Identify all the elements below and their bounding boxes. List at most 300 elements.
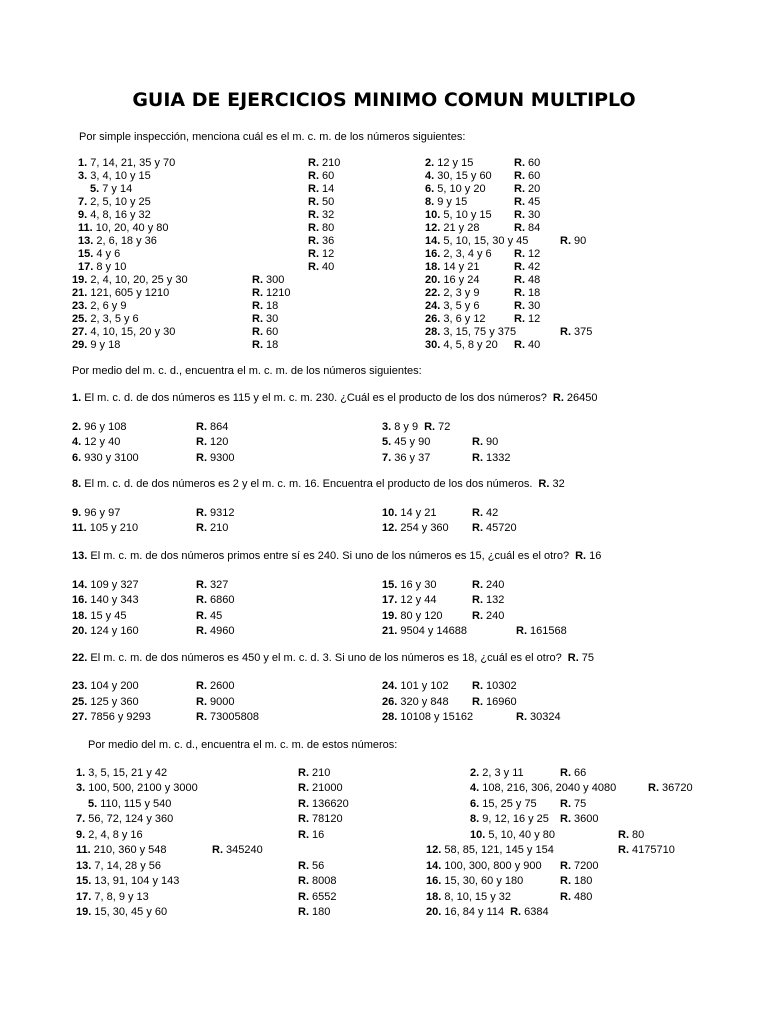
answer-value: 42 (483, 507, 499, 519)
exercise-answer (472, 679, 517, 694)
exercise-text: 16 y 30 (397, 579, 437, 591)
exercise-text: El m. c. m. de dos números primos entre sí es 240. Si uno de los números es 15, ¿cuál es el otro? (87, 550, 570, 562)
answer-value: 12 (525, 313, 541, 325)
exercise-text: 2, 4, 8 y 16 (85, 829, 143, 841)
answer-value: 1332 (483, 452, 511, 464)
answer-value: 60 (263, 326, 279, 338)
answer-value: 60 (525, 157, 541, 169)
answer-value: 864 (207, 421, 229, 433)
answer-value: 1210 (263, 287, 291, 299)
exercise-number: 8. (72, 478, 82, 490)
answer-prefix: R. (472, 436, 483, 448)
exercise-item (0, 812, 768, 827)
answer-prefix: R. (514, 183, 525, 195)
exercise-text: 2, 3 y 11 (479, 767, 524, 779)
answer-prefix: R. (560, 813, 571, 825)
exercise-text: 7, 8, 9 y 13 (91, 891, 149, 903)
exercise-text: 80 y 120 (397, 610, 443, 622)
exercise-question (470, 766, 524, 781)
exercise-answer (538, 478, 564, 490)
exercise-text: 10108 y 15162 (397, 711, 474, 723)
answer-prefix: R. (308, 170, 319, 182)
answer-value: 16960 (483, 696, 517, 708)
answer-value: 10302 (483, 680, 517, 692)
exercise-text: 21 y 28 (440, 222, 480, 234)
answer-value: 30324 (527, 711, 561, 723)
exercise-number: 2. (425, 157, 435, 169)
answer-value: 56 (309, 860, 325, 872)
exercise-text: 9, 12, 16 y 25 (479, 813, 549, 825)
answer-value: 75 (571, 798, 587, 810)
answer-prefix: R. (472, 610, 483, 622)
exercise-question (470, 781, 616, 796)
answer-value: 48 (525, 274, 541, 286)
exercise-question (426, 905, 549, 920)
answer-prefix: R. (196, 579, 207, 591)
answer-value: 7200 (571, 860, 599, 872)
answer-value: 6860 (207, 594, 235, 606)
answer-prefix: R. (196, 680, 207, 692)
exercise-question (382, 435, 430, 450)
exercise-text: 7 y 14 (99, 183, 133, 195)
answer-value: 210 (207, 522, 229, 534)
exercise-text: 58, 85, 121, 145 y 154 (441, 844, 554, 856)
answer-prefix: R. (298, 767, 309, 779)
answer-prefix: R. (648, 782, 659, 794)
answer-prefix: R. (196, 507, 207, 519)
exercise-number: 7. (76, 813, 86, 825)
exercise-text: 10, 20, 40 y 80 (92, 222, 169, 234)
exercise-text: 4, 8, 16 y 32 (87, 209, 151, 221)
exercise-number: 22. (425, 287, 441, 299)
answer-prefix: R. (308, 248, 319, 260)
exercise-text: 121, 605 y 1210 (87, 287, 170, 299)
exercise-number: 29. (72, 339, 88, 351)
answer-prefix: R. (196, 522, 207, 534)
exercise-number: 12. (382, 522, 398, 534)
exercise-question (382, 420, 450, 435)
exercise-number: 20. (72, 625, 88, 637)
exercise-answer (560, 890, 592, 905)
answer-prefix: R. (514, 300, 525, 312)
exercise-answer (472, 593, 504, 608)
answer-prefix: R. (514, 222, 525, 234)
exercise-question (426, 843, 554, 858)
exercise-item (0, 477, 768, 492)
answer-value: 14 (319, 183, 335, 195)
exercise-number: 23. (72, 300, 88, 312)
exercise-answer (560, 812, 599, 827)
exercise-answer (472, 435, 498, 450)
answer-prefix: R. (472, 522, 483, 534)
exercise-text: 2, 5, 10 y 25 (87, 196, 151, 208)
answer-prefix: R. (472, 452, 483, 464)
answer-value: 78120 (309, 813, 343, 825)
exercise-number: 18. (72, 610, 88, 622)
answer-prefix: R. (567, 652, 579, 664)
exercise-number: 18. (426, 891, 442, 903)
exercise-number: 17. (78, 261, 94, 273)
answer-value: 40 (319, 261, 335, 273)
answer-value: 9300 (207, 452, 235, 464)
exercise-answer (560, 859, 599, 874)
answer-prefix: R. (298, 906, 309, 918)
answer-value: 26450 (563, 392, 598, 404)
exercise-item (0, 695, 768, 710)
exercise-text: 140 y 343 (87, 594, 139, 606)
answer-prefix: R. (516, 711, 527, 723)
exercise-answer (472, 451, 511, 466)
exercise-number: 21. (72, 287, 88, 299)
exercise-number: 8. (425, 196, 435, 208)
answer-prefix: R. (298, 860, 309, 872)
answer-value: 60 (525, 170, 541, 182)
answer-value: 36720 (659, 782, 693, 794)
answer-prefix: R. (560, 235, 571, 247)
exercise-answer (424, 421, 450, 433)
exercise-question (382, 593, 436, 608)
exercise-number: 15. (78, 248, 94, 260)
exercise-text: 2, 6, 18 y 36 (93, 235, 157, 247)
answer-prefix: R. (514, 196, 525, 208)
exercise-number: 25. (72, 313, 88, 325)
answer-value: 90 (571, 235, 587, 247)
exercise-number: 9. (72, 507, 82, 519)
exercise-text: 8 y 10 (93, 261, 127, 273)
answer-prefix: R. (424, 421, 436, 433)
answer-prefix: R. (514, 274, 525, 286)
exercise-number: 3. (78, 170, 88, 182)
exercise-text: 56, 72, 124 y 360 (85, 813, 174, 825)
exercise-question (426, 890, 511, 905)
exercise-answer (472, 521, 517, 536)
answer-value: 20 (525, 183, 541, 195)
answer-prefix: R. (196, 452, 207, 464)
answer-prefix: R. (252, 287, 263, 299)
exercise-answer (472, 609, 504, 624)
exercise-text: 96 y 97 (81, 507, 121, 519)
answer-prefix: R. (514, 157, 525, 169)
answer-prefix: R. (196, 711, 207, 723)
exercise-number: 15. (76, 875, 92, 887)
exercise-text: 7, 14, 28 y 56 (91, 860, 162, 872)
exercise-text: 15, 30, 45 y 60 (91, 906, 168, 918)
exercise-text: 2, 6 y 9 (87, 300, 127, 312)
exercise-number: 14. (72, 579, 88, 591)
exercise-text: El m. c. m. de dos números es 450 y el m. c. d. 3. Si uno de los números es 18, ¿cuál es el otro? (87, 652, 562, 664)
answer-value: 42 (525, 261, 541, 273)
exercise-text: 14 y 21 (397, 507, 437, 519)
exercise-question (382, 521, 449, 536)
exercise-question (382, 679, 449, 694)
exercise-question (72, 651, 594, 666)
answer-value: 60 (319, 170, 335, 182)
exercise-number: 6. (72, 452, 82, 464)
exercise-text: El m. c. d. de dos números es 115 y el m. c. m. 230. ¿Cuál es el producto de los dos números? (81, 392, 547, 404)
exercise-number: 20. (425, 274, 441, 286)
exercise-question (72, 549, 601, 564)
answer-prefix: R. (252, 326, 263, 338)
answer-prefix: R. (514, 170, 525, 182)
exercise-answer (568, 652, 594, 664)
exercise-number: 11. (78, 222, 93, 234)
exercise-text: 2, 3 y 9 (440, 287, 480, 299)
exercise-text: 210, 360 y 548 (90, 844, 167, 856)
answer-value: 6552 (309, 891, 337, 903)
exercise-question (382, 578, 436, 593)
answer-prefix: R. (252, 339, 263, 351)
exercise-answer (472, 695, 517, 710)
exercise-number: 19. (72, 274, 88, 286)
exercise-text: 15, 30, 60 y 180 (441, 875, 524, 887)
exercise-item (0, 859, 768, 874)
exercise-text: 15, 25 y 75 (479, 798, 537, 810)
exercise-number: 26. (382, 696, 398, 708)
exercise-number: 1. (72, 392, 82, 404)
exercise-text: 4, 5, 8 y 20 (440, 339, 498, 351)
exercise-number: 10. (470, 829, 486, 841)
answer-prefix: R. (308, 209, 319, 221)
exercise-number: 9. (76, 829, 86, 841)
exercise-number: 2. (72, 421, 82, 433)
answer-value: 327 (207, 579, 229, 591)
answer-value: 161568 (527, 625, 567, 637)
answer-prefix: R. (308, 235, 319, 247)
exercise-number: 3. (76, 782, 86, 794)
exercise-number: 13. (76, 860, 92, 872)
answer-value: 180 (571, 875, 593, 887)
answer-value: 136620 (309, 798, 349, 810)
answer-value: 40 (525, 339, 541, 351)
exercise-item (0, 905, 768, 920)
exercise-text: 2, 3, 4 y 6 (440, 248, 492, 260)
answer-value: 120 (207, 436, 229, 448)
section-instruction: Por simple inspección, menciona cuál es el m. c. m. de los números siguientes: (79, 131, 466, 143)
exercise-number: 22. (72, 652, 88, 664)
exercise-text: 3, 4, 10 y 15 (87, 170, 151, 182)
exercise-item (0, 797, 768, 812)
answer-prefix: R. (514, 313, 525, 325)
exercise-item (0, 874, 768, 889)
answer-value: 12 (319, 248, 335, 260)
exercise-number: 13. (72, 550, 88, 562)
exercise-text: 14 y 21 (440, 261, 480, 273)
exercise-answer (618, 828, 644, 843)
section-instruction: Por medio del m. c. d., encuentra el m. c. m. de los números siguientes: (72, 365, 422, 377)
answer-prefix: R. (514, 261, 525, 273)
exercise-number: 14. (426, 860, 442, 872)
answer-prefix: R. (472, 507, 483, 519)
answer-prefix: R. (252, 300, 263, 312)
exercise-number: 4. (470, 782, 480, 794)
answer-prefix: R. (538, 478, 550, 490)
exercise-text: 16 y 24 (440, 274, 480, 286)
exercise-answer (510, 906, 549, 918)
exercise-number: 6. (470, 798, 480, 810)
exercise-text: 109 y 327 (87, 579, 139, 591)
exercise-question (72, 477, 565, 492)
exercise-item (0, 549, 768, 564)
exercise-text: 30, 15 y 60 (434, 170, 492, 182)
exercise-number: 17. (76, 891, 92, 903)
exercise-number: 14. (425, 235, 441, 247)
answer-value: 132 (483, 594, 505, 606)
exercise-text: 124 y 160 (87, 625, 139, 637)
exercise-number: 24. (382, 680, 398, 692)
exercise-number: 16. (72, 594, 88, 606)
exercise-text: 9504 y 14688 (397, 625, 468, 637)
exercise-text: 320 y 848 (397, 696, 449, 708)
exercise-text: 2, 4, 10, 20, 25 y 30 (87, 274, 188, 286)
exercise-number: 28. (382, 711, 398, 723)
exercise-text: 13, 91, 104 y 143 (91, 875, 180, 887)
exercise-item (0, 651, 768, 666)
answer-value: 210 (309, 767, 331, 779)
exercise-number: 25. (72, 696, 88, 708)
answer-value: 3600 (571, 813, 599, 825)
answer-prefix: R. (196, 696, 207, 708)
answer-prefix: R. (514, 209, 525, 221)
answer-value: 4960 (207, 625, 235, 637)
answer-prefix: R. (510, 906, 522, 918)
answer-value: 240 (483, 610, 505, 622)
answer-value: 4175710 (629, 844, 675, 856)
exercise-answer (553, 392, 598, 404)
exercise-number: 2. (470, 767, 480, 779)
exercise-text: 96 y 108 (81, 421, 127, 433)
exercise-number: 6. (425, 183, 435, 195)
answer-value: 345240 (223, 844, 263, 856)
answer-prefix: R. (560, 767, 571, 779)
answer-value: 18 (263, 339, 279, 351)
exercise-question (382, 695, 449, 710)
answer-prefix: R. (472, 579, 483, 591)
exercise-number: 7. (78, 196, 88, 208)
answer-value: 36 (319, 235, 335, 247)
answer-prefix: R. (298, 782, 309, 794)
exercise-text: 12 y 15 (434, 157, 474, 169)
exercise-number: 27. (72, 711, 88, 723)
exercise-number: 16. (426, 875, 442, 887)
answer-value: 180 (309, 906, 331, 918)
exercise-text: 5, 10, 15, 30 y 45 (440, 235, 529, 247)
exercise-question (470, 812, 549, 827)
exercise-answer (472, 578, 504, 593)
answer-prefix: R. (308, 183, 319, 195)
exercise-number: 19. (382, 610, 398, 622)
answer-prefix: R. (308, 157, 319, 169)
exercise-text: 45 y 90 (391, 436, 431, 448)
exercise-question (425, 338, 498, 353)
exercise-item (0, 781, 768, 796)
exercise-number: 17. (382, 594, 398, 606)
exercise-number: 1. (78, 157, 88, 169)
answer-prefix: R. (298, 798, 309, 810)
answer-prefix: R. (560, 798, 571, 810)
exercise-number: 12. (426, 844, 442, 856)
exercise-number: 3. (382, 421, 392, 433)
exercise-text: 16, 84 y 114 (441, 906, 505, 918)
exercise-question (382, 506, 436, 521)
exercise-number: 11. (72, 522, 87, 534)
answer-value: 50 (319, 196, 335, 208)
answer-prefix: R. (472, 594, 483, 606)
answer-prefix: R. (308, 196, 319, 208)
exercise-text: 9 y 15 (434, 196, 468, 208)
exercise-item (0, 435, 768, 450)
exercise-item (0, 624, 768, 639)
exercise-question (426, 859, 542, 874)
exercise-item (0, 890, 768, 905)
exercise-text: 254 y 360 (397, 522, 449, 534)
exercise-answer (560, 766, 586, 781)
exercise-text: 8, 10, 15 y 32 (441, 891, 512, 903)
exercise-text: 108, 216, 306, 2040 y 4080 (479, 782, 617, 794)
exercise-number: 30. (425, 339, 441, 351)
exercise-question (382, 710, 473, 725)
answer-value: 75 (578, 652, 595, 664)
answer-prefix: R. (472, 696, 483, 708)
answer-prefix: R. (252, 313, 263, 325)
answer-prefix: R. (552, 392, 564, 404)
exercise-item (0, 506, 768, 521)
exercise-number: 8. (470, 813, 480, 825)
exercise-number: 9. (78, 209, 88, 221)
exercise-answer (514, 338, 540, 353)
answer-prefix: R. (472, 680, 483, 692)
exercise-answer (560, 874, 592, 889)
exercise-item (0, 679, 768, 694)
answer-prefix: R. (514, 287, 525, 299)
answer-value: 16 (586, 550, 602, 562)
answer-value: 30 (525, 209, 541, 221)
answer-value: 18 (525, 287, 541, 299)
exercise-number: 1. (76, 767, 86, 779)
answer-prefix: R. (308, 222, 319, 234)
answer-prefix: R. (196, 610, 207, 622)
answer-value: 45 (525, 196, 541, 208)
exercise-number: 23. (72, 680, 88, 692)
exercise-number: 28. (425, 326, 441, 338)
answer-value: 8008 (309, 875, 337, 887)
answer-prefix: R. (560, 875, 571, 887)
answer-value: 18 (263, 300, 279, 312)
answer-value: 30 (525, 300, 541, 312)
exercise-question (382, 624, 467, 639)
exercise-item (0, 338, 768, 353)
answer-value: 45 (207, 610, 223, 622)
answer-value: 12 (525, 248, 541, 260)
exercise-item (0, 391, 768, 406)
exercise-number: 21. (382, 625, 398, 637)
answer-prefix: R. (560, 326, 571, 338)
answer-value: 84 (525, 222, 541, 234)
answer-prefix: R. (514, 248, 525, 260)
exercise-question (72, 391, 598, 406)
exercise-text: 3, 6 y 12 (440, 313, 486, 325)
exercise-number: 4. (72, 436, 82, 448)
exercise-text: 5, 10 y 20 (434, 183, 486, 195)
exercise-number: 11. (76, 844, 91, 856)
exercise-number: 5. (382, 436, 392, 448)
exercise-text: 930 y 3100 (81, 452, 139, 464)
answer-value: 66 (571, 767, 587, 779)
answer-prefix: R. (514, 339, 525, 351)
answer-value: 32 (319, 209, 335, 221)
exercise-text: 3, 5, 15, 21 y 42 (85, 767, 168, 779)
answer-value: 73005808 (207, 711, 259, 723)
answer-prefix: R. (560, 891, 571, 903)
